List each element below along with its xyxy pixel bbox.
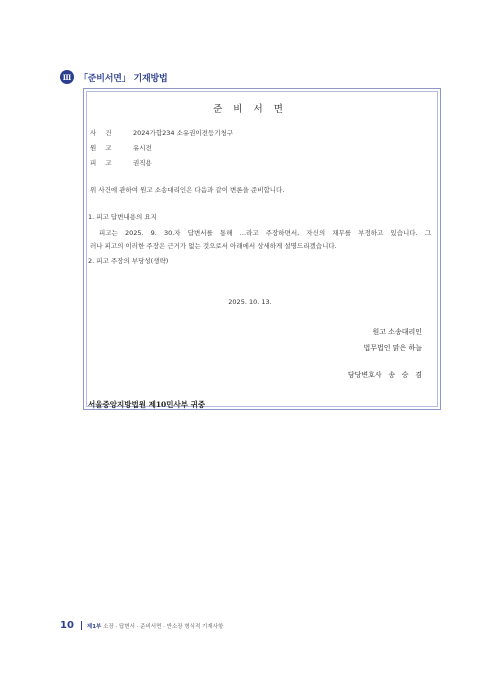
plaintiff-label: 원고	[90, 144, 121, 152]
court-addressee: 서울중앙지방법원 제10민사부 귀중	[88, 400, 206, 409]
defendant-value: 권직용	[133, 159, 152, 167]
footer-divider	[81, 621, 82, 630]
section-heading	[60, 69, 168, 85]
item-2-title: 2. 피고 주장의 부당성(생략)	[88, 257, 169, 265]
footer-caption	[87, 622, 223, 630]
page-footer	[60, 620, 223, 631]
document-date: 2025. 10. 13.	[228, 298, 272, 306]
page-number: 10	[60, 620, 74, 631]
footer-text: 소장 · 답변서 · 준비서면 · 반소장 형식적 기재사항	[103, 623, 224, 630]
item-1-line-2: 러나 피고의 이러한 주장은 근거가 없는 것으로서 아래에서 상세하게 설명드리겠습니다.	[90, 242, 337, 250]
case-label: 사건	[90, 129, 121, 137]
section-title: 「준비서면」 기재방법	[79, 73, 168, 84]
defendant-label: 피고	[90, 159, 121, 167]
document-title: 준 비 서 면	[213, 104, 287, 115]
item-1-line-1: 피고는 2025. 9. 30.자 답변서를 통해 …라고 주장하면서, 자신의 채무를 부정하고 있습니다. 그	[99, 229, 431, 237]
footer-part: 제1부	[86, 623, 102, 630]
section-number-badge: Ⅲ	[60, 70, 74, 84]
signer-role: 원고 소송대리인	[372, 328, 422, 336]
signer-lawyer: 담당변호사 송 승 겸	[347, 371, 422, 379]
case-value: 2024가합234 소유권이전등기청구	[133, 129, 234, 137]
intro-sentence: 위 사건에 관하여 원고 소송대리인은 다음과 같이 변론을 준비합니다.	[90, 186, 285, 194]
plaintiff-value: 유시전	[133, 144, 152, 152]
signer-firm: 법무법인 맑은 하늘	[363, 344, 422, 352]
item-1-title: 1. 피고 답변내용의 요지	[88, 213, 157, 221]
